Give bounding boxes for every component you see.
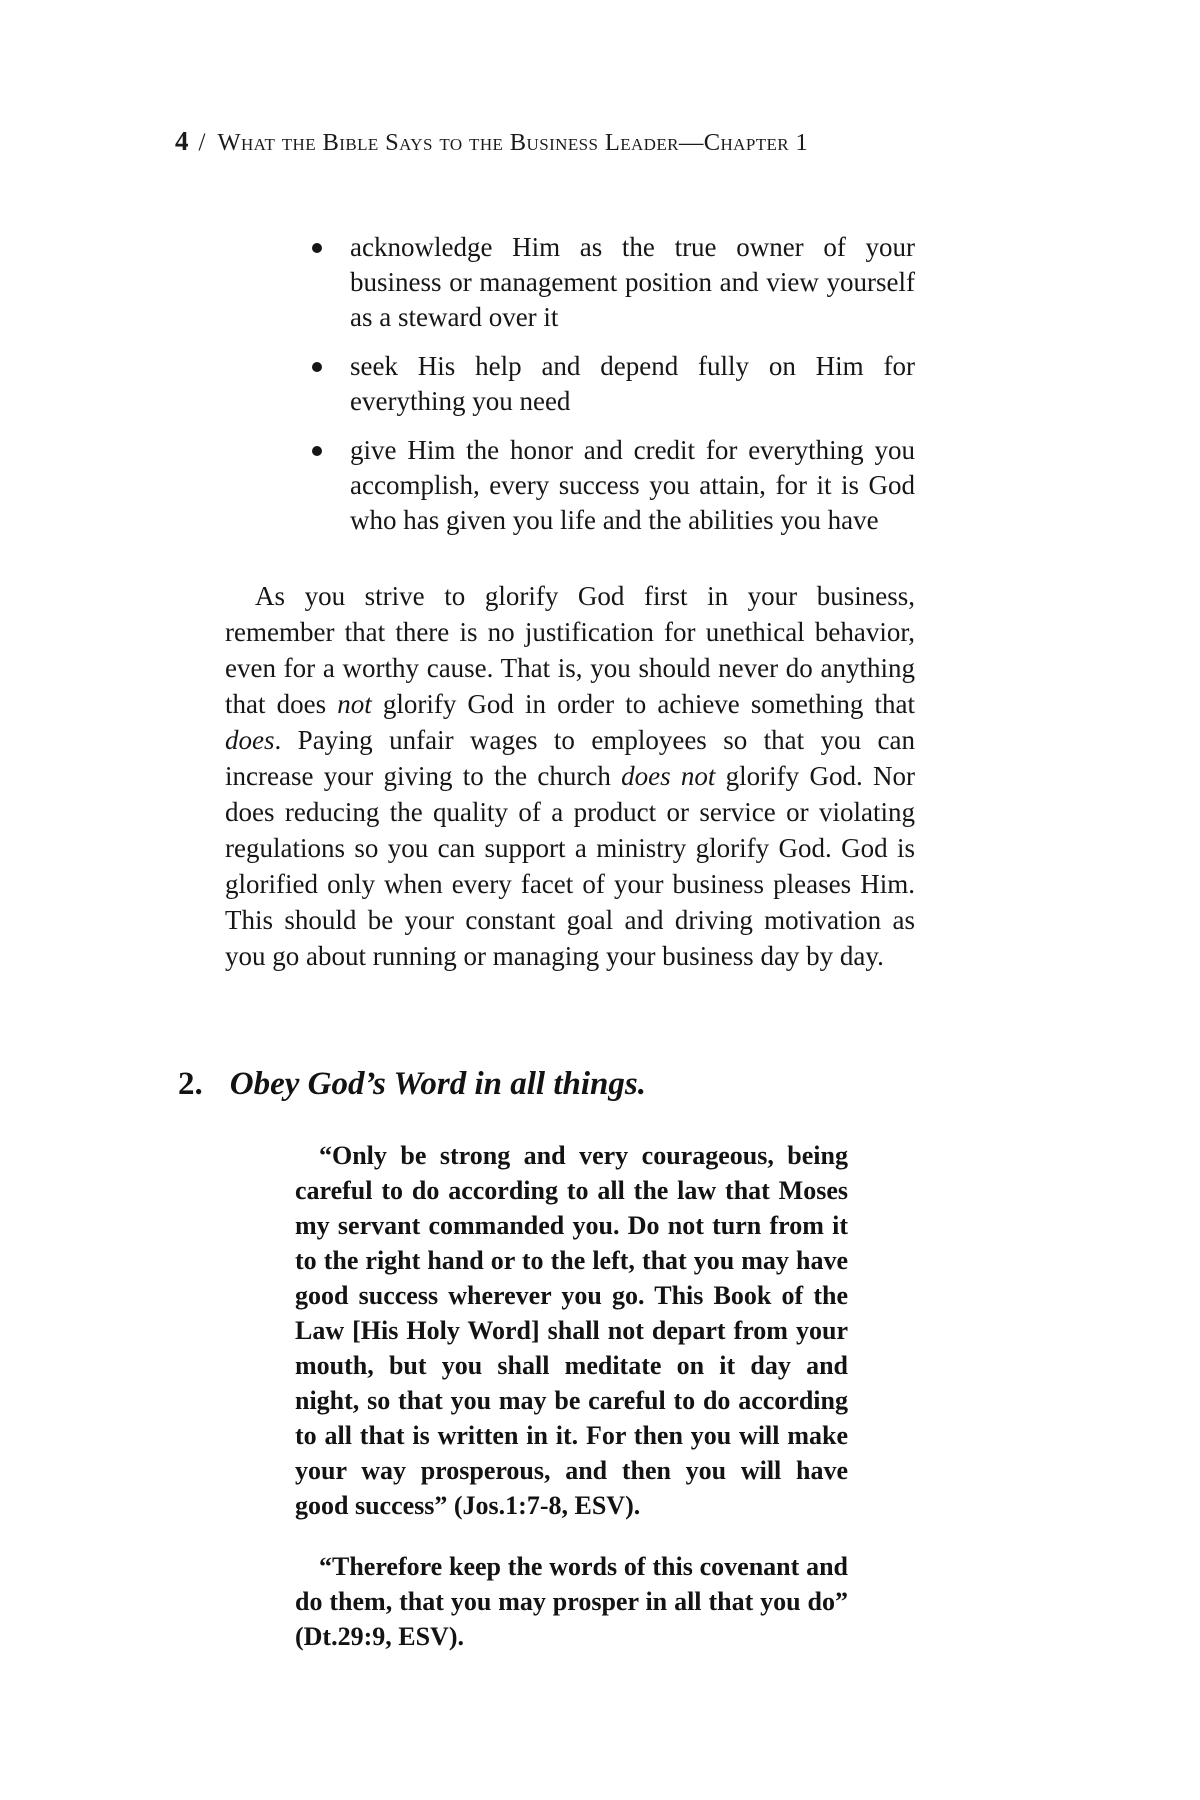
bullet-icon [312,446,322,456]
paragraph-text: . Paying unfair wages to employees so that you can increase your giving to the church [225,725,915,791]
section-number: 2. [178,1066,203,1102]
page-header [175,126,935,157]
scripture-quote: “Therefore keep the words of this covenant and do them, that you may prosper in all that you do” (Dt.29:9, ESV). [295,1552,848,1651]
list-item-text: acknowledge Him as the true owner of your business or management position and view yourself as a steward over it [350,232,915,332]
bullet-icon [312,362,322,372]
paragraph-text: glorify God in order to achieve something that [371,689,915,719]
list-item [350,230,915,335]
body-paragraph [225,578,915,974]
scripture-quote: “Only be strong and very courageous, being careful to do according to all the law that Moses my servant commanded you. Do not turn from it to the right hand or to the left, that you may have good success wherever you go. This Book of the Law [His Holy Word] shall not depart from your mouth, but you shall meditate on it day and night, so that you may be careful to do according to all that is written in it. For then you will make your way prosperous, and then you will have good success” (Jos.1:7-8, ESV). [295,1141,848,1520]
header-separator: / [198,129,206,156]
bullet-icon [312,243,322,253]
list-item [350,433,915,538]
bullet-list [350,230,915,552]
paragraph-emphasis: not [337,689,372,719]
section-heading [178,1066,646,1103]
list-item [350,349,915,419]
section-title: Obey God’s Word in all things. [229,1066,646,1102]
paragraph-text: glorify God. Nor does reducing the quality of a product or service or violating regulations so you can support a ministry glorify God. God is glorified only when every facet of your business pleases Him. This should be your constant goal and driving motivation as you go about running or managing your business day by day. [225,761,915,971]
paragraph-emphasis: does [225,725,275,755]
paragraph-emphasis: does not [621,761,716,791]
quote-block [295,1138,848,1680]
page-number: 4 [175,126,189,156]
list-item-text: seek His help and depend fully on Him for everything you need [350,351,915,416]
running-title: What the Bible Says to the Business Leader—Chapter 1 [217,129,809,156]
list-item-text: give Him the honor and credit for everything you accomplish, every success you attain, for it is God who has given you life and the abilities you have [350,435,915,535]
paragraph-text: As you strive to glorify God first in your business, remember that there is no justification for unethical behavior, even for a worthy cause. That is, you should never do anything that does [225,581,915,719]
